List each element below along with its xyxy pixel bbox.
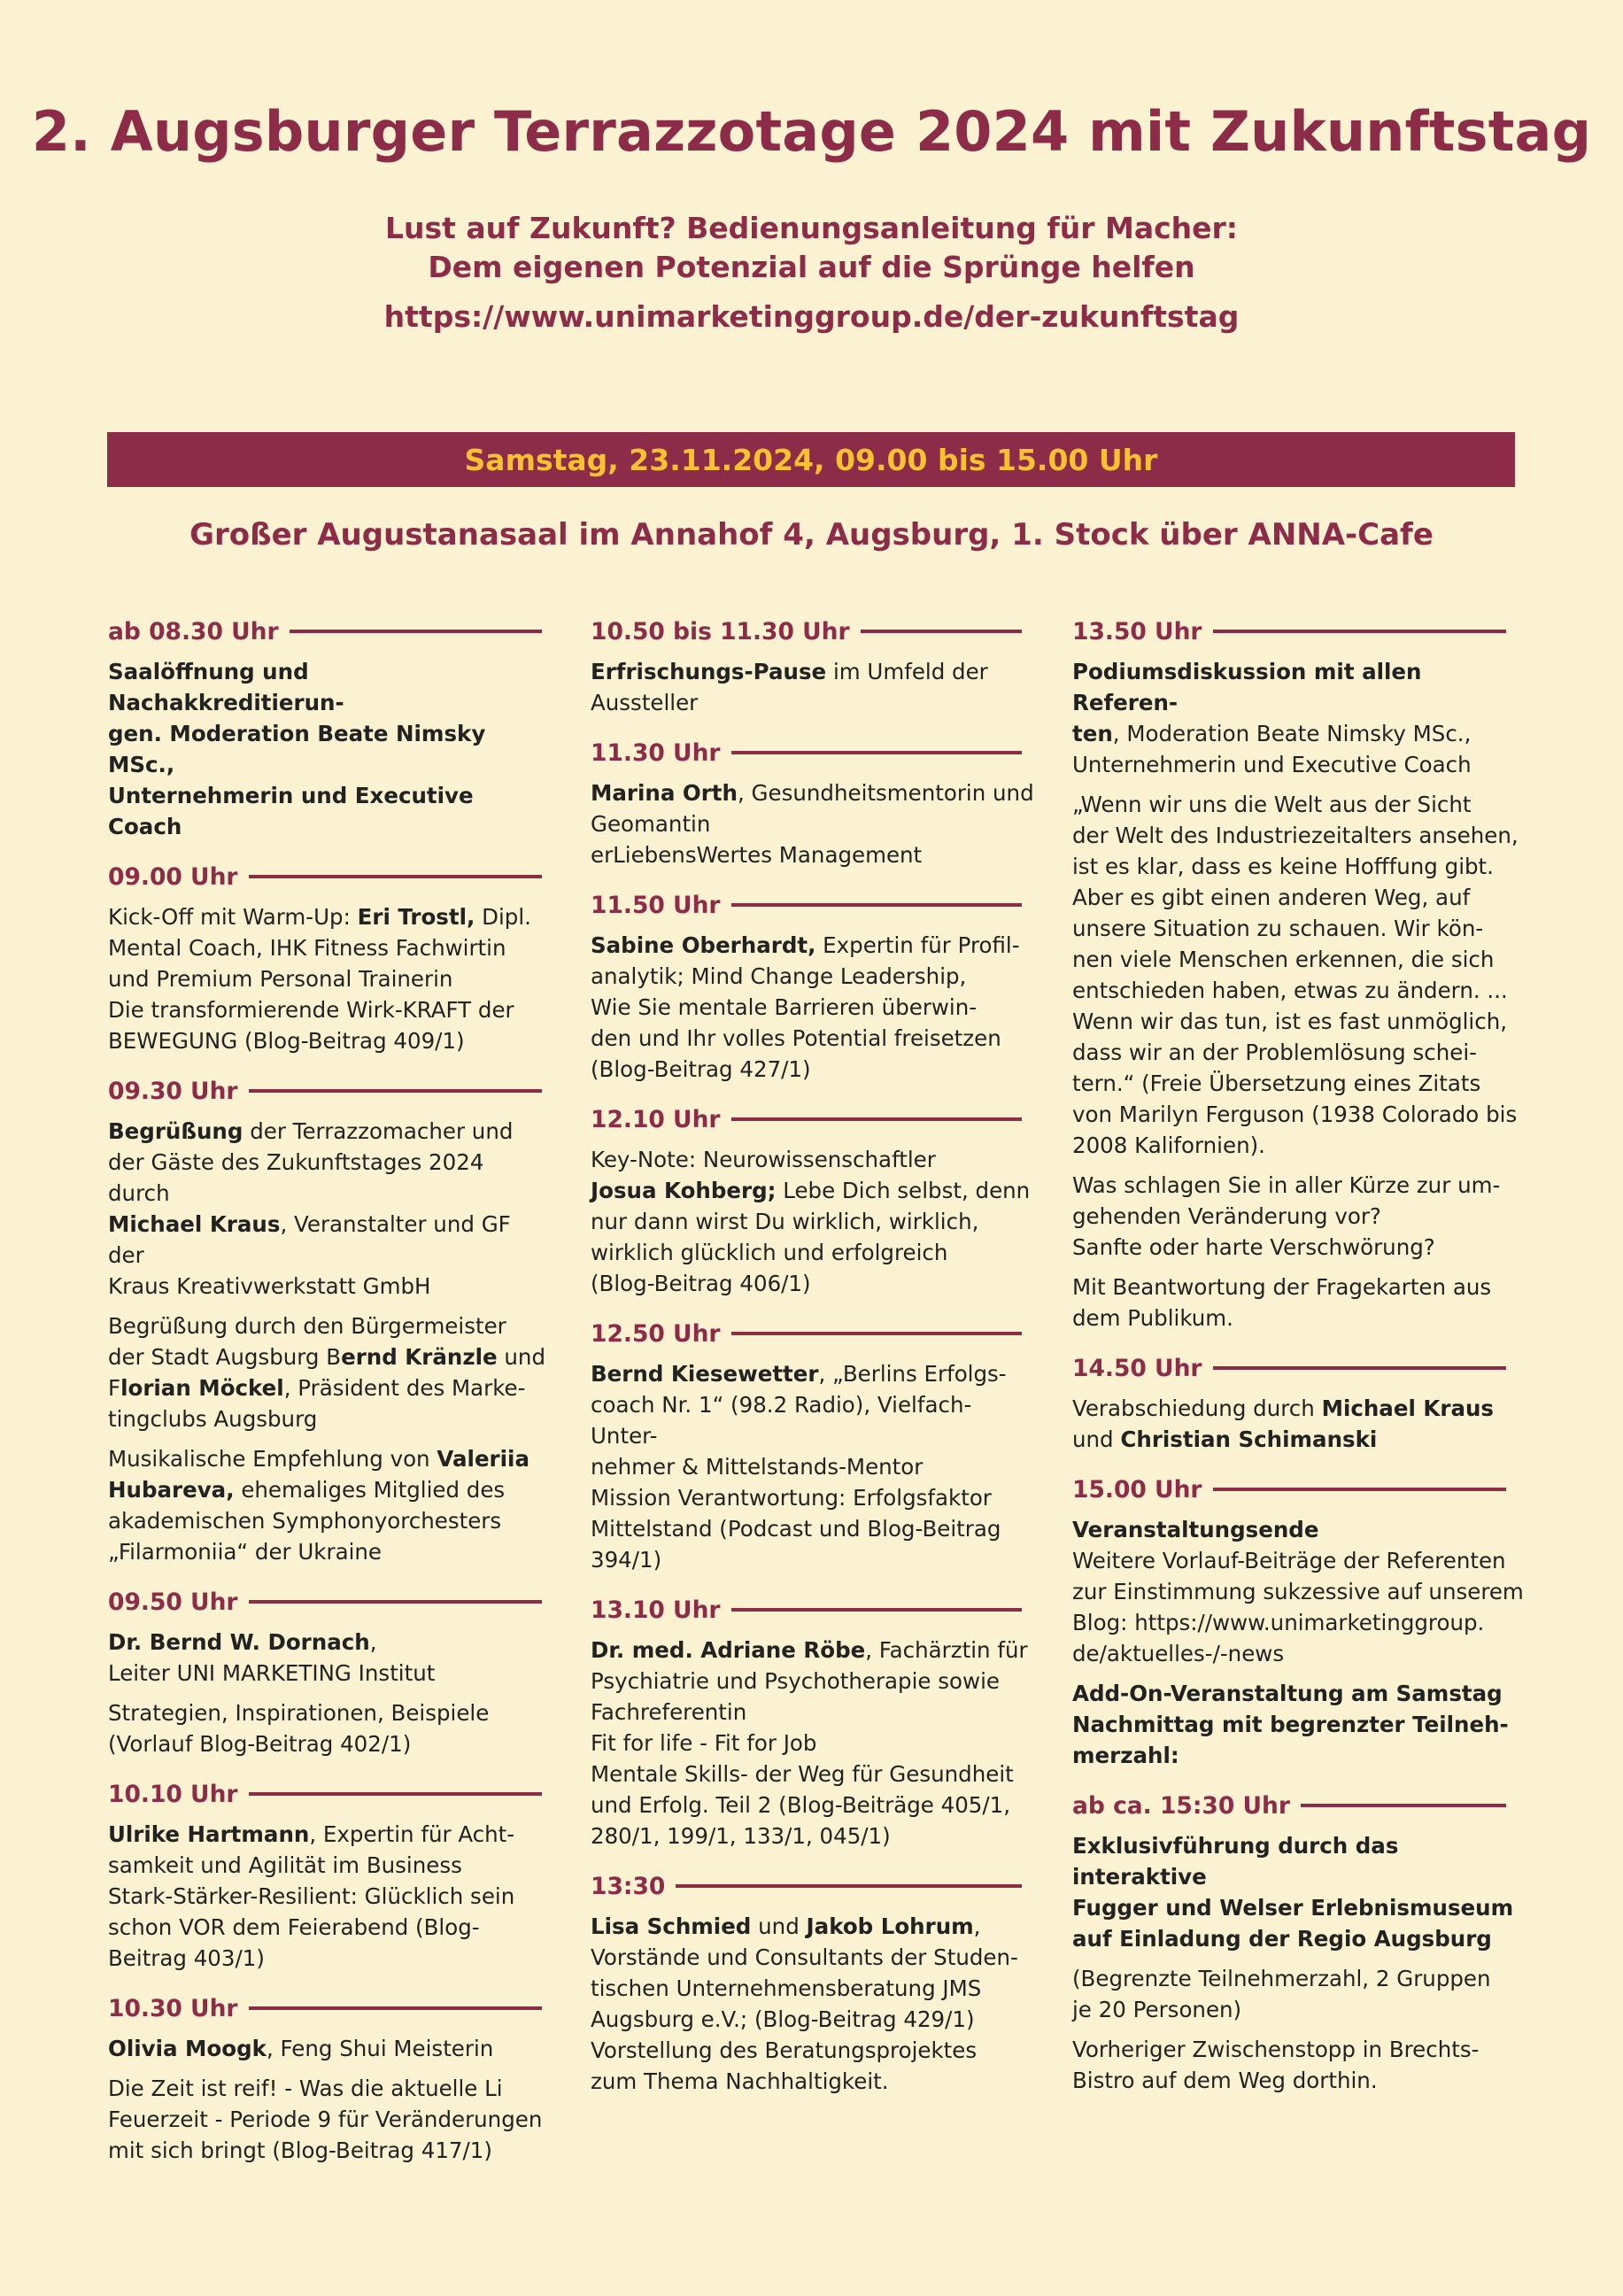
text-run: „Filarmoniia“ der Ukraine xyxy=(108,1539,382,1565)
entry-text xyxy=(108,2073,551,2166)
text-run: wirklich glücklich und erfolgreich xyxy=(591,1240,948,1265)
text-run: akademischen Symphonyorchesters xyxy=(108,1508,502,1534)
text-run: entschieden haben, etwas zu ändern. ... xyxy=(1072,978,1508,1003)
schedule-entry xyxy=(1072,1785,1533,2096)
entry-text xyxy=(1072,1963,1533,2025)
schedule-entry xyxy=(591,1313,1038,1575)
bold-text-run: Michael Kraus xyxy=(108,1211,281,1237)
time-label: ab ca. 15:30 Uhr xyxy=(1072,1791,1290,1820)
time-label: 10.30 Uhr xyxy=(108,1994,238,2022)
text-run: je 20 Personen) xyxy=(1072,1997,1242,2022)
text-run: nur dann wirst Du wirklich, wirklich, xyxy=(591,1209,979,1234)
bold-text-run: Jakob Lohrum xyxy=(806,1913,974,1939)
schedule-entry xyxy=(108,611,551,842)
time-label: ab 08.30 Uhr xyxy=(108,617,279,646)
venue: Großer Augustanasaal im Annahof 4, Augsburg, 1. Stock über ANNA-Cafe xyxy=(189,517,1434,553)
entry-text xyxy=(591,777,1038,870)
text-run: Augsburg e.V.; (Blog-Beitrag 429/1) xyxy=(591,2006,975,2032)
time-heading xyxy=(591,1866,1038,1906)
text-run: Begrüßung durch den Bürgermeister xyxy=(108,1313,506,1339)
time-label: 15.00 Uhr xyxy=(1072,1475,1202,1504)
schedule-column-3 xyxy=(1072,611,1533,2110)
text-run: zum Thema Nachhaltigkeit. xyxy=(591,2068,889,2094)
date-bar xyxy=(107,432,1515,487)
bold-text-run: gen. Moderation Beate Nimsky MSc., xyxy=(108,721,486,777)
time-divider xyxy=(731,751,1022,754)
subtitle-line-2: Dem eigenen Potenzial auf die Sprünge helfen xyxy=(428,250,1195,284)
text-run: (Vorlauf Blog-Beitrag 402/1) xyxy=(108,1731,412,1757)
bold-text-run: Exklusivführung durch das interaktive xyxy=(1072,1833,1399,1890)
entry-text xyxy=(1072,1272,1533,1334)
bold-text-run: Fugger und Welser Erlebnismuseum xyxy=(1072,1895,1514,1921)
time-heading xyxy=(1072,611,1533,652)
time-divider xyxy=(731,903,1022,907)
text-run: der Welt des Industriezeitalters ansehen, xyxy=(1072,823,1519,848)
text-run: coach Nr. 1“ (98.2 Radio), Vielfach-Unter- xyxy=(591,1392,972,1449)
text-run: der Stadt Augsburg B xyxy=(108,1344,342,1370)
time-divider xyxy=(731,1608,1022,1612)
bold-text-run: Marina Orth xyxy=(591,780,738,806)
bold-text-run: Dr. med. Adriane Röbe xyxy=(591,1637,866,1663)
text-run: Aussteller xyxy=(591,690,699,715)
entry-text xyxy=(1072,789,1533,1161)
text-run: von Marilyn Ferguson (1938 Colorado bis xyxy=(1072,1102,1518,1127)
schedule-entry xyxy=(108,1581,551,1759)
text-run: dass wir an der Problemlösung schei- xyxy=(1072,1040,1478,1065)
time-heading xyxy=(108,1774,551,1814)
entry-text xyxy=(108,1443,551,1567)
schedule-entry xyxy=(591,611,1038,718)
text-run: Feuerzeit - Periode 9 für Veränderungen xyxy=(108,2107,543,2132)
entry-text xyxy=(108,1627,551,1689)
text-run: zur Einstimmung sukzessive auf unserem xyxy=(1072,1579,1524,1604)
bold-text-run: Podiumsdiskussion mit allen Referen- xyxy=(1072,659,1422,715)
text-run: tischen Unternehmensberatung JMS xyxy=(591,1975,982,2001)
text-run: Die transformierende Wirk-KRAFT der xyxy=(108,997,514,1023)
text-run: Was schlagen Sie in aller Kürze zur um- xyxy=(1072,1172,1501,1198)
text-run: Blog: https://www.unimarketinggroup. xyxy=(1072,1610,1485,1635)
bold-text-run: Josua Kohberg; xyxy=(591,1178,777,1203)
text-run: erLiebensWertes Management xyxy=(591,842,923,868)
bold-text-run: Christian Schimanski xyxy=(1120,1426,1378,1452)
bold-text-run: Unternehmerin und Executive Coach xyxy=(108,783,474,839)
entry-text xyxy=(1072,1170,1533,1263)
schedule-entry xyxy=(591,885,1038,1085)
time-divider xyxy=(249,875,542,878)
text-run: Wie Sie mentale Barrieren überwin- xyxy=(591,994,978,1020)
text-run: Key-Note: Neurowissenschaftler xyxy=(591,1147,936,1172)
time-label: 14.50 Uhr xyxy=(1072,1354,1202,1382)
text-run: , Veranstalter und GF der xyxy=(108,1211,511,1268)
text-run: Mentale Skills- der Weg für Gesundheit xyxy=(591,1761,1014,1787)
bold-text-run: Sabine Oberhardt, xyxy=(591,932,816,958)
bold-text-run: Bernd Kiesewetter xyxy=(591,1361,819,1387)
text-run: Vorstände und Consultants der Studen- xyxy=(591,1944,1018,1970)
bold-text-run: Michael Kraus xyxy=(1321,1395,1495,1421)
text-run: Fit for life - Fit for Job xyxy=(591,1730,817,1756)
text-run: , „Berlins Erfolgs- xyxy=(818,1361,1007,1387)
text-run: (Blog-Beitrag 427/1) xyxy=(591,1056,811,1082)
schedule-entry xyxy=(1072,1348,1533,1455)
text-run: , Feng Shui Meisterin xyxy=(266,2036,494,2061)
entry-text xyxy=(1072,656,1533,780)
schedule-column-1 xyxy=(108,611,551,2180)
text-run: dem Publikum. xyxy=(1072,1305,1233,1331)
bold-text-run: Dr. Bernd W. Dornach xyxy=(108,1629,370,1655)
schedule-column-2 xyxy=(591,611,1038,2111)
text-run: Kraus Kreativwerkstatt GmbH xyxy=(108,1273,431,1299)
time-divider xyxy=(249,1600,542,1604)
subtitle-line-1: Lust auf Zukunft? Bedienungsanleitung für Macher: xyxy=(384,211,1238,245)
time-label: 09.30 Uhr xyxy=(108,1077,238,1105)
entry-text xyxy=(1072,1393,1533,1455)
time-label: 13:30 xyxy=(591,1872,666,1900)
bold-text-run: Begrüßung xyxy=(108,1118,243,1144)
time-heading xyxy=(1072,1469,1533,1510)
text-run: , Präsident des Marke- xyxy=(283,1375,526,1401)
text-run: und xyxy=(1072,1426,1121,1452)
bold-text-run: Erfrischungs-Pause xyxy=(591,659,827,684)
entry-text xyxy=(591,1635,1038,1851)
time-divider xyxy=(249,1792,542,1796)
bold-text-run: Nachmittag mit begrenzter Teilneh- xyxy=(1072,1712,1509,1737)
text-run: Aber es gibt einen anderen Weg, auf xyxy=(1072,885,1471,910)
time-label: 09.00 Uhr xyxy=(108,862,238,891)
entry-text xyxy=(1072,2034,1533,2096)
time-heading xyxy=(1072,1348,1533,1388)
text-run: der Terrazzomacher und xyxy=(243,1118,514,1144)
bold-text-run: Add-On-Veranstaltung am Samstag xyxy=(1072,1681,1503,1706)
text-run: Mission Verantwortung: Erfolgsfaktor xyxy=(591,1485,992,1511)
text-run: tingclubs Augsburg xyxy=(108,1406,318,1432)
text-run: der Gäste des Zukunftstages 2024 durch xyxy=(108,1149,484,1206)
bold-text-run: Eri Trostl, xyxy=(357,904,475,930)
schedule-entry xyxy=(591,1589,1038,1851)
schedule-entry xyxy=(108,856,551,1056)
text-run: nen viele Menschen erkennen, die sich xyxy=(1072,947,1495,972)
text-run: 280/1, 199/1, 133/1, 045/1) xyxy=(591,1823,891,1849)
time-divider xyxy=(249,1089,542,1093)
entry-text xyxy=(108,2033,551,2064)
text-run: 2008 Kalifornien). xyxy=(1072,1133,1265,1158)
text-run: Mit Beantwortung der Fragekarten aus xyxy=(1072,1274,1492,1300)
entry-text xyxy=(591,656,1038,718)
time-divider xyxy=(731,1117,1022,1121)
time-heading xyxy=(1072,1785,1533,1826)
time-label: 10.10 Uhr xyxy=(108,1780,238,1808)
entry-text xyxy=(108,656,551,842)
text-run: Wenn wir das tun, ist es fast unmöglich, xyxy=(1072,1009,1508,1034)
text-run: Fachreferentin xyxy=(591,1699,747,1725)
bold-text-run: ten xyxy=(1072,721,1113,746)
page-title: 2. Augsburger Terrazzotage 2024 mit Zukunftstag xyxy=(31,99,1592,164)
text-run: Kick-Off mit Warm-Up: xyxy=(108,904,358,930)
entry-text xyxy=(1072,1830,1533,1954)
time-heading xyxy=(591,611,1038,652)
time-divider xyxy=(1213,630,1506,633)
schedule-entry xyxy=(591,1866,1038,2097)
event-url[interactable]: https://www.unimarketinggroup.de/der-zukunftstag xyxy=(383,299,1240,334)
text-run: Bistro auf dem Weg dorthin. xyxy=(1072,2068,1378,2093)
text-run: Dipl. xyxy=(475,904,531,930)
bold-text-run: Valeriia xyxy=(437,1446,529,1472)
bold-text-run: lorian Möckel xyxy=(120,1375,284,1401)
text-run: den und Ihr volles Potential freisetzen xyxy=(591,1025,1001,1051)
entry-text xyxy=(1072,1514,1533,1669)
entry-text xyxy=(591,930,1038,1085)
text-run: Strategien, Inspirationen, Beispiele xyxy=(108,1700,490,1726)
bold-text-run: Saalöffnung und Nachakkreditierun- xyxy=(108,659,344,715)
entry-text xyxy=(108,1697,551,1759)
entry-text xyxy=(591,1144,1038,1299)
text-run: Sanfte oder harte Verschwörung? xyxy=(1072,1234,1435,1260)
text-run: und xyxy=(497,1344,546,1370)
schedule-entry xyxy=(108,1071,551,1567)
schedule-entry xyxy=(108,1774,551,1974)
schedule-entry xyxy=(108,1988,551,2166)
time-heading xyxy=(591,1099,1038,1140)
schedule-entry xyxy=(591,1099,1038,1299)
entry-text xyxy=(108,1819,551,1974)
entry-text xyxy=(1072,1678,1533,1771)
time-label: 12.10 Uhr xyxy=(591,1105,721,1133)
bold-text-run: merzahl: xyxy=(1072,1743,1179,1768)
time-divider xyxy=(1213,1488,1506,1491)
text-run: Beitrag 403/1) xyxy=(108,1945,265,1971)
text-run: Verabschiedung durch xyxy=(1072,1395,1322,1421)
text-run: Leiter UNI MARKETING Institut xyxy=(108,1660,436,1686)
text-run: , xyxy=(973,1913,981,1939)
text-run: Die Zeit ist reif! - Was die aktuelle Li xyxy=(108,2076,503,2101)
text-run: F xyxy=(108,1375,121,1401)
text-run: , Fachärztin für xyxy=(865,1637,1028,1663)
text-run: , Moderation Beate Nimsky MSc., xyxy=(1112,721,1472,746)
bold-text-run: Veranstaltungsende xyxy=(1072,1517,1319,1542)
time-heading xyxy=(591,1313,1038,1354)
bold-text-run: Ulrike Hartmann xyxy=(108,1821,310,1847)
text-run: Mental Coach, IHK Fitness Fachwirtin xyxy=(108,935,506,961)
time-divider xyxy=(861,630,1022,633)
text-run: „Wenn wir uns die Welt aus der Sicht xyxy=(1072,792,1472,817)
text-run: Lebe Dich selbst, denn xyxy=(776,1178,1031,1203)
text-run: ehemaliges Mitglied des xyxy=(234,1477,506,1503)
time-label: 13.50 Uhr xyxy=(1072,617,1202,646)
text-run: , Expertin für Acht- xyxy=(309,1821,515,1847)
time-divider xyxy=(1301,1804,1506,1807)
time-heading xyxy=(108,611,551,652)
time-label: 09.50 Uhr xyxy=(108,1588,238,1616)
text-run: ist es klar, dass es keine Hofffung gibt. xyxy=(1072,854,1494,879)
time-heading xyxy=(108,856,551,897)
time-label: 11.50 Uhr xyxy=(591,891,721,919)
bold-text-run: Lisa Schmied xyxy=(591,1913,752,1939)
time-divider xyxy=(676,1884,1022,1888)
text-run: samkeit und Agilität im Business xyxy=(108,1852,462,1878)
time-label: 11.30 Uhr xyxy=(591,738,721,767)
time-divider xyxy=(290,630,542,633)
text-run: Vorheriger Zwischenstopp in Brechts- xyxy=(1072,2037,1480,2062)
text-run: Psychiatrie und Psychotherapie sowie xyxy=(591,1668,1000,1694)
text-run: Vorstellung des Beratungsprojektes xyxy=(591,2037,978,2063)
text-run: 394/1) xyxy=(591,1547,662,1573)
time-divider xyxy=(249,2006,542,2010)
time-divider xyxy=(1213,1366,1506,1370)
entry-text xyxy=(591,1911,1038,2097)
text-run: und Erfolg. Teil 2 (Blog-Beiträge 405/1, xyxy=(591,1792,1011,1818)
entry-text xyxy=(108,1116,551,1302)
text-run: BEWEGUNG (Blog-Beitrag 409/1) xyxy=(108,1028,465,1054)
text-run: de/aktuelles-/-news xyxy=(1072,1641,1285,1666)
time-heading xyxy=(108,1581,551,1622)
text-run: gehenden Veränderung vor? xyxy=(1072,1203,1381,1229)
text-run: Weitere Vorlauf-Beiträge der Referenten xyxy=(1072,1548,1506,1573)
schedule-entry xyxy=(1072,1469,1533,1771)
text-run: Stark-Stärker-Resilient: Glücklich sein xyxy=(108,1883,515,1909)
time-heading xyxy=(591,1589,1038,1630)
text-run: Geomantin xyxy=(591,811,711,837)
text-run: Unternehmerin und Executive Coach xyxy=(1072,752,1472,777)
entry-text xyxy=(108,901,551,1056)
text-run: Mittelstand (Podcast und Blog-Beitrag xyxy=(591,1516,1001,1542)
text-run: unsere Situation zu schauen. Wir kön- xyxy=(1072,916,1484,941)
schedule-entry xyxy=(591,732,1038,870)
text-run: und xyxy=(751,1913,807,1939)
time-heading xyxy=(591,732,1038,773)
time-heading xyxy=(108,1988,551,2029)
text-run: Musikalische Empfehlung von xyxy=(108,1446,437,1472)
text-run: mit sich bringt (Blog-Beitrag 417/1) xyxy=(108,2138,492,2163)
bold-text-run: ernd Kränzle xyxy=(341,1344,498,1370)
text-run: im Umfeld der xyxy=(826,659,988,684)
text-run: nehmer & Mittelstands-Mentor xyxy=(591,1454,924,1480)
bold-text-run: Hubareva, xyxy=(108,1477,235,1503)
time-label: 12.50 Uhr xyxy=(591,1319,721,1348)
text-run: , Gesundheitsmentorin und xyxy=(737,780,1034,806)
time-heading xyxy=(108,1071,551,1111)
entry-text xyxy=(591,1358,1038,1575)
bold-text-run: auf Einladung der Regio Augsburg xyxy=(1072,1926,1492,1952)
time-heading xyxy=(591,885,1038,925)
time-divider xyxy=(731,1332,1022,1335)
date-bar-text: Samstag, 23.11.2024, 09.00 bis 15.00 Uhr xyxy=(464,442,1158,477)
entry-text xyxy=(108,1310,551,1434)
text-run: , xyxy=(369,1629,377,1655)
text-run: und Premium Personal Trainerin xyxy=(108,966,453,992)
text-run: analytik; Mind Change Leadership, xyxy=(591,963,967,989)
time-label: 13.10 Uhr xyxy=(591,1596,721,1624)
time-label: 10.50 bis 11.30 Uhr xyxy=(591,617,850,646)
bold-text-run: Olivia Moogk xyxy=(108,2036,267,2061)
text-run: tern.“ (Freie Übersetzung eines Zitats xyxy=(1072,1071,1481,1096)
text-run: (Blog-Beitrag 406/1) xyxy=(591,1271,811,1296)
text-run: Expertin für Profil- xyxy=(815,932,1020,958)
text-run: (Begrenzte Teilnehmerzahl, 2 Gruppen xyxy=(1072,1966,1491,1991)
text-run: schon VOR dem Feierabend (Blog- xyxy=(108,1914,480,1940)
schedule-entry xyxy=(1072,611,1533,1334)
